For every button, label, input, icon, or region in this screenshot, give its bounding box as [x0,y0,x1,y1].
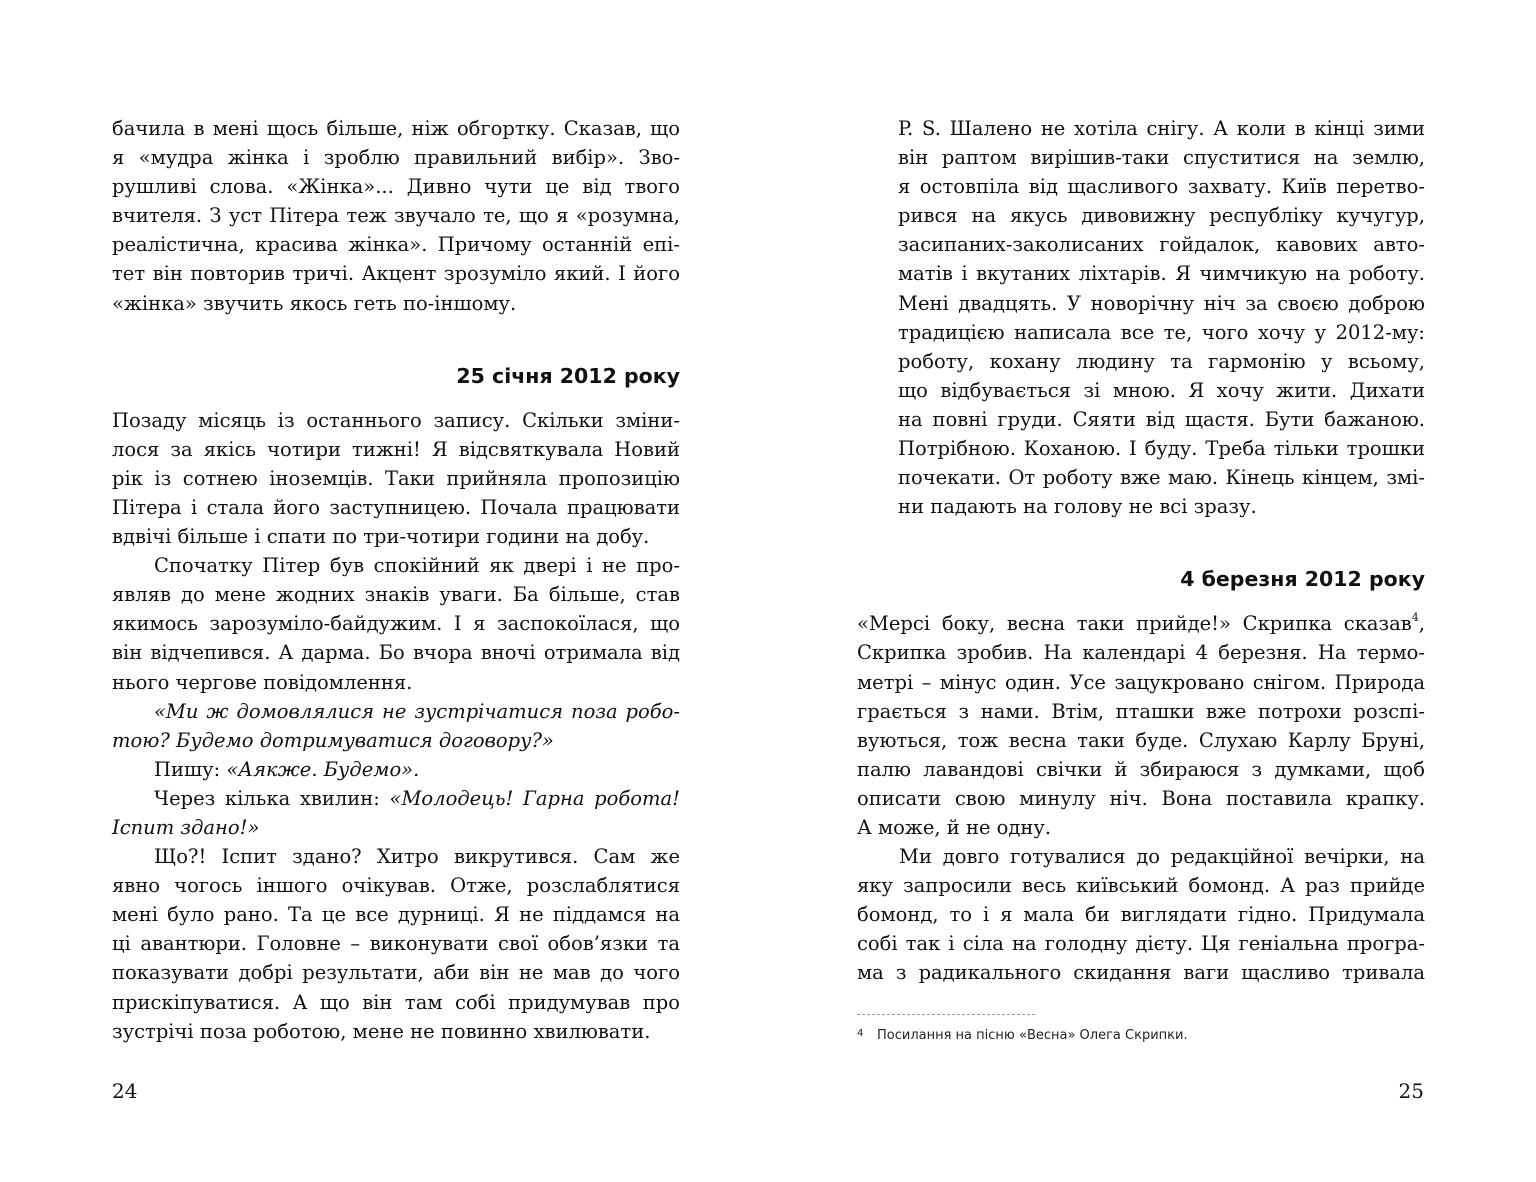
text-line: нього чергове повідомлення. [112,670,413,694]
left-paragraph-6 [112,784,680,842]
text-line: засипаних-заколисаних гойдалок, кавових авто- [898,233,1425,257]
text-line: Спочатку Пітер був спокійний як двері і не про- [154,554,680,578]
page-number: 24 [112,1079,138,1103]
text-line: я остовпіла від щасливого захвату. Київ перетво- [898,175,1425,199]
text-line: яку запросили весь київський бомонд. А раз прийде [857,874,1425,898]
text-line: Що?! Іспит здано? Хитро викрутився. Сам же [154,845,680,869]
text-line: він раптом вирішив-таки спуститися на землю, [898,146,1425,170]
text-line: Іспит здано!» [112,815,260,839]
right-page [768,0,1536,1182]
text-line: показувати добрі результати, аби він не мав до чого [112,961,680,985]
text-line: рився на якусь дивовижну республіку кучугур, [898,204,1425,228]
text-line: Пітера і стала його заступницею. Почала працювати [112,495,680,519]
text-line [112,755,680,784]
left-paragraph-4 [112,697,680,755]
text-line: ни падають на голову не всі зразу. [898,495,1257,519]
text-line: метрі – мінус один. Усе зацукровано снігом. Природа [857,670,1425,694]
text-line: лося за якісь чотири тижні! Я відсвяткувала Новий [112,437,680,461]
text-line: Позаду місяць із останнього запису. Скільки зміни- [112,408,680,432]
text-line: мені було рано. Та це все дурниці. Я не піддамся на [112,903,680,927]
text-line: палю лавандові свічки й збираюся з думками, щоб [857,757,1425,781]
text-line: матів і вкутаних ліхтарів. Я чимчикую на роботу. [898,262,1425,286]
text-line: тою? Будемо дотримуватися договору?» [112,728,554,752]
footnote-separator [857,1014,1035,1015]
text-line: являв до мене жодних знаків уваги. Ба більше, став [112,583,680,607]
footnote-reference[interactable]: 4 [1411,611,1419,625]
footnote [857,1025,1188,1045]
text-line: бачила в мені щось більше, ніж обгортку. Сказав, що [112,117,680,140]
text-fragment-italic: «Молодець! Гарна робота! [389,786,680,810]
text-fragment: Через кілька хвилин: [154,786,390,810]
left-paragraph-3 [112,551,680,696]
left-text-column [112,114,680,1046]
text-line: А може, й не одну. [857,815,1052,839]
text-line: грається з нами. Втім, пташки вже потрохи розспі- [857,699,1425,723]
text-line: Потрібною. Коханою. І буду. Треба тільки трошки [898,437,1425,461]
text-line: реалістична, красива жінка». Причому останній епі- [112,233,680,257]
left-paragraph-2 [112,406,680,551]
text-line: Ми довго готувалися до редакційної вечірки, на [899,845,1425,869]
text-line: ма з радикального скидання ваги щасливо тривала [857,961,1425,985]
text-line [112,784,680,813]
text-line: він відчепився. А дарма. Бо вчора вночі отримала від [112,641,680,665]
text-line: що відбувається зі мною. Я хочу жити. Дихати [898,378,1425,402]
text-line: прискіпуватися. А що він там собі придумував про [112,990,680,1014]
text-line: описати свою минулу ніч. Вона поставила крапку. [857,786,1425,810]
text-line: вдвічі більше і спати по три-чотири години на добу. [112,525,650,549]
left-paragraph-1 [112,114,680,318]
text-line: «Ми ж домовлялися не зустрічатися поза робо- [154,699,680,723]
text-line: рік із сотнею іноземців. Таки прийняла пропозицію [112,466,680,490]
left-date-heading: 25 січня 2012 року [456,363,680,388]
text-line: тет він повторив тричі. Акцент зрозуміло який. І його [112,262,680,286]
text-line: роботу, кохану людину та гармонію у всьому, [898,349,1425,373]
text-line: ці авантюри. Головне – виконувати свої обов’язки та [112,932,680,956]
text-line: зустрічі поза роботою, мене не повинно хвилювати. [112,1019,651,1043]
text-line: бомонд, то і я мала би виглядати гідно. Придумала [857,903,1425,927]
text-line: «жінка» звучить якось геть по-іншому. [112,291,517,315]
text-fragment: , [1418,612,1425,636]
text-line: собі так і сіла на голодну дієту. Ця геніальна програ- [857,932,1425,956]
left-paragraph-7 [112,842,680,1046]
text-line: вчителя. З уст Пітера теж звучало те, що я «розумна, [112,204,680,228]
text-line: традицією написала все те, чого хочу у 2012-му: [898,320,1425,344]
right-paragraph-2 [857,609,1425,842]
right-paragraph-1 [857,114,1425,521]
right-paragraph-3 [857,842,1425,987]
text-fragment-italic: «Аякже. Будемо». [226,757,420,781]
right-text-column [857,114,1425,988]
text-line: Мені двадцять. У новорічну ніч за своєю доброю [898,291,1425,315]
text-line: на повні груди. Сяяти від щастя. Бути бажаною. [898,407,1425,431]
footnote-text: Посилання на пісню «Весна» Олега Скрипки. [877,1028,1188,1043]
text-fragment: Пишу: [154,757,227,781]
text-fragment: «Мерсі боку, весна таки прийде!» Скрипка сказав [857,612,1412,636]
text-line: явно чогось іншого очікував. Отже, розслаблятися [112,874,680,898]
right-date-heading: 4 березня 2012 року [1180,567,1425,592]
text-line: вуються, тож весна таки буде. Слухаю Карлу Бруні, [857,728,1425,752]
text-line: я «мудра жінка і зроблю правильний вибір». Зво- [112,146,680,170]
left-paragraph-5 [112,755,680,784]
text-line: рушливі слова. «Жінка»... Дивно чути це від твого [112,175,680,199]
text-line: почекати. От роботу вже маю. Кінець кінцем, змі- [898,466,1425,490]
text-line [857,609,1425,638]
footnote-number: 4 [857,1028,864,1039]
text-line: P. S. Шалено не хотіла снігу. А коли в кінці зими [898,117,1425,140]
text-line: якимось зарозуміло-байдужим. І я заспокоїлася, що [112,612,680,636]
text-line: Скрипка зробив. На календарі 4 березня. На термо- [857,641,1425,665]
page-number: 25 [1398,1079,1424,1103]
